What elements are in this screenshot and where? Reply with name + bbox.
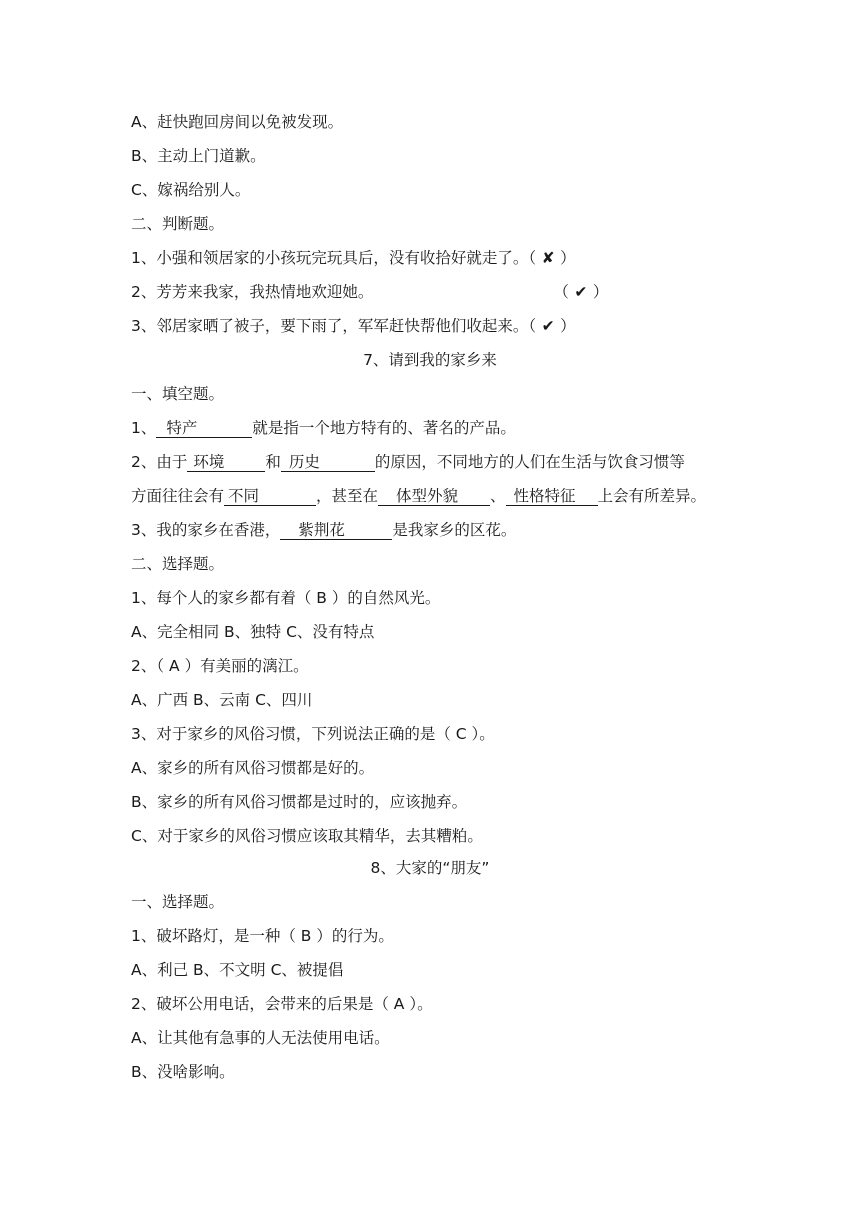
text-part: 2、由于 <box>131 453 188 471</box>
text-part: 上会有所差异。 <box>597 487 707 505</box>
question-line: 2、（ A ）有美丽的漓江。 <box>131 657 309 675</box>
cross-mark-icon: ✘ <box>541 249 555 267</box>
fill-blank-item <box>131 452 685 472</box>
question-text: 1、小强和领居家的小孩玩完玩具后，没有收拾好就走了。（ <box>131 249 537 267</box>
option-line: A、赶快跑回房间以免被发现。 <box>131 113 344 131</box>
check-mark-icon: ✔ <box>541 317 555 335</box>
text-part: 就是指一个地方特有的、著名的产品。 <box>252 419 516 437</box>
blank-answer: 环境 <box>187 453 265 472</box>
judgement-item <box>131 282 608 302</box>
text-part: ，甚至在 <box>316 487 379 505</box>
option-line: B、家乡的所有风俗习惯都是过时的，应该抛弃。 <box>131 793 468 811</box>
option-line: C、对于家乡的风俗习惯应该取其精华，去其糟粕。 <box>131 827 483 845</box>
question-line: 1、每个人的家乡都有着（ B ）的自然风光。 <box>131 589 441 607</box>
blank-answer: 不同 <box>224 487 316 506</box>
option-line: A、利己 B、不文明 C、被提倡 <box>131 961 344 979</box>
blank-answer: 历史 <box>281 453 375 472</box>
check-mark-icon: ✔ <box>574 283 588 301</box>
paren-open: （ <box>553 283 569 301</box>
question-text: 3、邻居家晒了被子，要下雨了，军军赶快帮他们收起来。（ <box>131 317 537 335</box>
section-heading: 一、选择题。 <box>131 893 225 911</box>
option-line: C、嫁祸给别人。 <box>131 181 251 199</box>
question-line: 1、破坏路灯，是一种（ B ）的行为。 <box>131 927 394 945</box>
question-line: 3、对于家乡的风俗习惯，下列说法正确的是（ C ）。 <box>131 725 495 743</box>
text-part: 方面往往会有 <box>131 487 225 505</box>
text-part: 、 <box>490 487 506 505</box>
option-line: B、主动上门道歉。 <box>131 147 266 165</box>
option-line: B、没啥影响。 <box>131 1063 235 1081</box>
text-part: 是我家乡的区花。 <box>392 521 517 539</box>
fill-blank-item <box>131 486 706 506</box>
text-part: 1、 <box>131 419 157 437</box>
option-line: A、让其他有急事的人无法使用电话。 <box>131 1029 390 1047</box>
section-heading: 一、填空题。 <box>131 385 225 403</box>
section-heading: 二、判断题。 <box>131 215 225 233</box>
judgement-item <box>131 248 576 268</box>
blank-answer: 性格特征 <box>506 487 598 506</box>
option-line: A、家乡的所有风俗习惯都是好的。 <box>131 759 375 777</box>
blank-answer: 紫荆花 <box>280 521 392 540</box>
paren-close: ） <box>592 283 609 301</box>
option-line: A、广西 B、云南 C、四川 <box>131 691 313 709</box>
lesson-title: 7、请到我的家乡来 <box>363 351 497 369</box>
fill-blank-item <box>131 418 516 438</box>
option-line: A、完全相同 B、独特 C、没有特点 <box>131 623 375 641</box>
blank-answer: 特产 <box>156 419 252 438</box>
text-part: 3、我的家乡在香港， <box>131 521 281 539</box>
text-part: 的原因，不同地方的人们在生活与饮食习惯等 <box>374 453 685 471</box>
paren-close: ） <box>560 249 576 267</box>
paren-close: ） <box>560 317 576 335</box>
question-line: 2、破坏公用电话，会带来的后果是（ A ）。 <box>131 995 433 1013</box>
lesson-title: 8、大家的“朋友” <box>370 859 490 877</box>
section-heading: 二、选择题。 <box>131 555 225 573</box>
fill-blank-item <box>131 520 516 540</box>
blank-answer: 体型外貌 <box>378 487 490 506</box>
judgement-item <box>131 316 576 336</box>
question-text: 2、芳芳来我家，我热情地欢迎她。 <box>131 283 374 301</box>
text-part: 和 <box>265 453 281 471</box>
